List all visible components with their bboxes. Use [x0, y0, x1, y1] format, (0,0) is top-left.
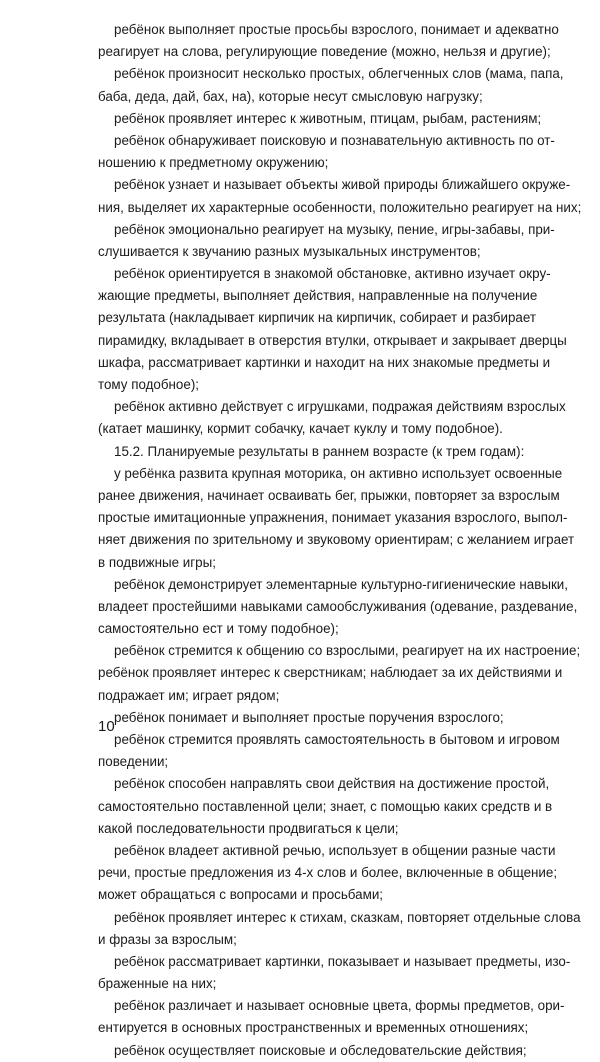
text-line: в подвижные игры; — [98, 554, 216, 570]
text-line: ребёнок способен направлять свои действия на достижение простой, — [114, 776, 550, 792]
text-line: ребёнок эмоционально реагирует на музыку, пение, игры-забавы, при- — [114, 221, 555, 237]
text-line: у ребёнка развита крупная моторика, он активно использует освоенные — [114, 465, 563, 481]
text-line: ранее движения, начинает осваивать бег, прыжки, повторяет за взрослым — [98, 487, 560, 503]
text-line: шкафа, рассматривает картинки и находит на них знакомые предметы и — [98, 354, 551, 370]
text-line: (катает машинку, кормит собачку, качает куклу и тому подобное). — [98, 421, 503, 437]
text-line: ребёнок стремится к общению со взрослыми, реагирует на их настроение; — [114, 643, 581, 659]
text-line: поведении; — [98, 754, 169, 770]
text-line: няет движения по зрительному и звуковому ориентирам; с желанием играет — [98, 532, 575, 548]
text-line: ребёнок ориентируется в знакомой обстановке, активно изучает окру- — [114, 266, 551, 282]
text-line: ребёнок демонстрирует элементарные культурно-гигиенические навыки, — [114, 576, 568, 592]
text-line: ребёнок выполняет простые просьбы взрослого, понимает и адекватно — [114, 22, 559, 37]
text-line: ребёнок узнает и называет объекты живой природы ближайшего окруже- — [114, 177, 571, 193]
text-line: слушивается к звучанию разных музыкальных инструментов; — [98, 243, 481, 259]
text-line: может обращаться с вопросами и просьбами; — [98, 887, 384, 903]
text-line: ребёнок обнаруживает поисковую и познавательную активность по от- — [114, 132, 555, 148]
text-line: ребёнок осуществляет поисковые и обследовательские действия; — [114, 1042, 527, 1058]
text-line: тому подобное); — [98, 377, 200, 392]
text-line: ребёнок активно действует с игрушками, подражая действиям взрослых — [114, 399, 566, 415]
text-line: подражает им; играет рядом; — [98, 687, 280, 703]
text-line: самостоятельно ест и тому подобное); — [98, 621, 339, 637]
text-line: самостоятельно поставленной цели; знает, с помощью каких средств и в — [98, 798, 553, 814]
text-line: ребёнок проявляет интерес к стихам, сказкам, повторяет отдельные слова — [114, 909, 581, 925]
text-line: ребёнок различает и называет основные цвета, формы предметов, ори- — [114, 998, 565, 1014]
text-line: ребёнок проявляет интерес к сверстникам; наблюдает за их действиями и — [98, 665, 563, 681]
text-line: речи, простые предложения из 4-х слов и более, включенные в общение; — [98, 865, 558, 881]
text-line: ребёнок рассматривает картинки, показывает и называет предметы, изо- — [114, 953, 571, 969]
text-line: и фразы за взрослым; — [98, 931, 237, 947]
page-number: 10 — [98, 718, 115, 735]
text-line: ношению к предметному окружению; — [98, 155, 329, 171]
text-line: какой последовательности продвигаться к цели; — [98, 820, 399, 836]
text-line: ребёнок проявляет интерес к животным, птицам, рыбам, растениям; — [114, 110, 542, 126]
text-line: ребёнок стремится проявлять самостоятельность в бытовом и игровом — [114, 732, 560, 747]
text-line: пирамидку, вкладывает в отверстия втулки, открывает и закрывает дверцы — [98, 332, 567, 348]
text-line: браженные на них; — [98, 976, 217, 992]
text-line: реагирует на слова, регулирующие поведение (можно, нельзя и другие); — [98, 44, 551, 60]
text-line: результата (накладывает кирпичик на кирпичик, собирает и разбирает — [98, 310, 536, 326]
section-heading: 15.2. Планируемые результаты в раннем возрасте (к трем годам): — [114, 443, 525, 459]
text-line: ентируется в основных пространственных и временных отношениях; — [98, 1020, 529, 1036]
text-line: жающие предметы, выполняет действия, направленные на получение — [98, 288, 538, 304]
text-line: ребёнок владеет активной речью, использует в общении разные части — [114, 842, 556, 858]
text-line: баба, деда, дай, бах, на), которые несут смысловую нагрузку; — [98, 88, 483, 104]
text-line: ния, выделяет их характерные особенности, положительно реагирует на них; — [98, 199, 582, 215]
text-line: владеет простейшими навыками самообслуживания (одевание, раздевание, — [98, 598, 578, 614]
text-line: ребёнок произносит несколько простых, облегченных слов (мама, папа, — [114, 66, 564, 82]
text-line: простые имитационные упражнения, понимает указания взрослого, выпол- — [98, 510, 568, 526]
text-line: ребёнок понимает и выполняет простые поручения взрослого; — [114, 709, 504, 725]
document-body — [98, 19, 582, 1062]
